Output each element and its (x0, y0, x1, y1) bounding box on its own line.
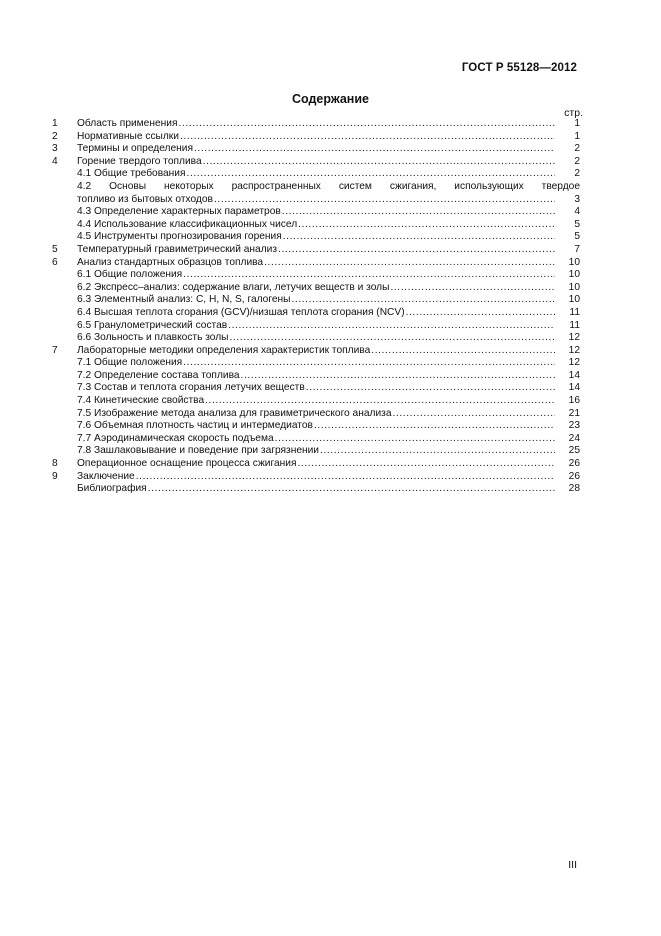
dot-leader (406, 307, 555, 320)
toc-entry-text: 4.2 Основы некоторых распространенных систем сжигания, использующих твердое (77, 180, 580, 192)
dot-leader (230, 332, 556, 345)
toc-entry-page: 7 (574, 243, 580, 255)
toc-entry-text: 7.4 Кинетические свойства (77, 395, 205, 407)
toc-entry-page: 26 (568, 470, 580, 482)
toc-entry-number: 7 (52, 344, 58, 356)
toc-entry-page: 28 (568, 483, 580, 495)
toc-entry-number: 8 (52, 458, 58, 470)
dot-leader (136, 471, 555, 484)
dot-leader (187, 168, 555, 181)
toc-entry-page: 5 (574, 231, 580, 243)
toc-entry-number: 6 (52, 256, 58, 268)
dot-leader (275, 433, 555, 446)
toc-entry[interactable] (52, 357, 580, 370)
dot-leader (320, 445, 555, 458)
dot-leader (148, 483, 555, 496)
toc-entry-number: 9 (52, 470, 58, 482)
toc-entry-text: Операционное оснащение процесса сжигания (77, 458, 297, 470)
toc-entry-text: Термины и определения (77, 143, 193, 155)
toc-entry[interactable] (52, 269, 580, 282)
toc-entry-page: 16 (568, 395, 580, 407)
toc-entry-text: 6.6 Зольность и плавкость золы (77, 332, 229, 344)
dot-leader (205, 395, 555, 408)
toc-entry-page: 11 (569, 306, 580, 318)
toc-entry-page: 10 (568, 281, 580, 293)
dot-leader (183, 357, 555, 370)
dot-leader (214, 194, 555, 207)
toc-entry-number: 1 (52, 118, 58, 129)
dot-leader (392, 408, 555, 421)
toc-entry[interactable] (52, 244, 580, 257)
toc-entry-page: 12 (568, 357, 580, 369)
page-number: III (568, 859, 577, 871)
toc-entry-page: 10 (568, 256, 580, 268)
toc-entry[interactable] (52, 433, 580, 446)
dot-leader (291, 294, 555, 307)
toc-entry-text: 4.3 Определение характерных параметров (77, 206, 281, 218)
toc-entry-text: Анализ стандартных образцов топлива (77, 256, 264, 268)
dot-leader (183, 269, 555, 282)
toc-entry[interactable] (52, 181, 580, 206)
toc-entry[interactable] (52, 131, 580, 144)
toc-entry[interactable] (52, 420, 580, 433)
toc-entry-text: 7.8 Зашлаковывание и поведение при загрязнении (77, 445, 320, 457)
toc-entry-page: 25 (568, 445, 580, 457)
toc-entry-page: 26 (568, 458, 580, 470)
toc-entry[interactable] (52, 471, 580, 484)
dot-leader (298, 219, 555, 232)
dot-leader (390, 282, 555, 295)
dot-leader (194, 143, 555, 156)
toc-entry-text: 7.7 Аэродинамическая скорость подъема (77, 432, 274, 444)
toc-entry-page: 21 (568, 407, 580, 419)
toc-entry-text: Горение твердого топлива (77, 155, 202, 167)
toc-entry-page: 4 (574, 206, 580, 218)
dot-leader (314, 420, 555, 433)
toc-entry[interactable] (52, 219, 580, 232)
dot-leader (282, 206, 555, 219)
page-column-label: стр. (564, 107, 583, 119)
toc-entry[interactable] (52, 445, 580, 458)
toc-entry-page: 5 (574, 218, 580, 230)
toc-entry-text: Температурный гравиметрический анализ (77, 243, 278, 255)
toc-entry-page: 2 (574, 168, 580, 180)
toc-entry[interactable] (52, 408, 580, 421)
toc-entry[interactable] (52, 320, 580, 333)
toc-entry-text: 6.4 Высшая теплота сгорания (GCV)/низшая теплота сгорания (NCV) (77, 306, 405, 318)
toc-entry-page: 24 (568, 432, 580, 444)
toc-entry-text: 4.5 Инструменты прогнозирования горения (77, 231, 282, 243)
toc-entry[interactable] (52, 206, 580, 219)
toc-entry-text: 4.1 Общие требования (77, 168, 186, 180)
toc-entry-text: Заключение (77, 470, 135, 482)
toc-entry[interactable] (52, 370, 580, 383)
toc-entry-number: 4 (52, 155, 58, 167)
toc-entry-text: 4.4 Использование классификационных чисел (77, 218, 298, 230)
toc-entry[interactable] (52, 257, 580, 270)
toc-entry-text: 6.5 Гранулометрический состав (77, 319, 228, 331)
toc-entry[interactable] (52, 231, 580, 244)
toc-entry-page: 14 (568, 382, 580, 394)
toc-entry-page: 2 (574, 143, 580, 155)
toc-entry[interactable] (52, 156, 580, 169)
toc-title: Содержание (291, 92, 369, 106)
toc-entry-text: 6.1 Общие положения (77, 269, 183, 281)
toc-entry-text: 7.6 Объемная плотность частиц и интермедиатов (77, 420, 313, 432)
toc-entry-page: 1 (574, 130, 580, 142)
toc-entry[interactable] (52, 382, 580, 395)
toc-entry[interactable] (52, 282, 580, 295)
toc-entry-number: 3 (52, 143, 58, 155)
table-of-contents (52, 118, 580, 496)
dot-leader (283, 231, 555, 244)
toc-entry[interactable] (52, 345, 580, 358)
toc-entry-page: 10 (568, 269, 580, 281)
toc-entry-text: 7.5 Изображение метода анализа для гравиметрического анализа (77, 407, 392, 419)
toc-entry-text: 7.1 Общие положения (77, 357, 183, 369)
toc-entry-number: 5 (52, 243, 58, 255)
toc-entry-page: 23 (568, 420, 580, 432)
toc-entry-text: 7.2 Определение состава топлива (77, 369, 240, 381)
toc-entry-text: 6.2 Экспресс–анализ: содержание влаги, летучих веществ и золы (77, 281, 390, 293)
toc-entry-page: 2 (574, 155, 580, 167)
toc-entry[interactable] (52, 395, 580, 408)
toc-entry[interactable] (52, 483, 580, 496)
toc-entry-text: 6.3 Элементный анализ: C, H, N, S, галогены (77, 294, 291, 306)
toc-entry[interactable] (52, 458, 580, 471)
dot-leader (178, 118, 555, 131)
dot-leader (203, 156, 555, 169)
toc-entry[interactable] (52, 307, 580, 320)
toc-entry[interactable] (52, 168, 580, 181)
dot-leader (241, 370, 555, 383)
dot-leader (371, 345, 555, 358)
toc-entry-page: 11 (569, 319, 580, 331)
dot-leader (297, 458, 555, 471)
toc-entry[interactable] (52, 294, 580, 307)
toc-entry[interactable] (52, 332, 580, 345)
toc-entry-page: 14 (568, 369, 580, 381)
toc-entry-text: Лабораторные методики определения характеристик топлива (77, 344, 371, 356)
toc-entry-text-continued: топливо из бытовых отходов (77, 193, 213, 205)
toc-entry-text: Библиография (77, 483, 147, 495)
toc-entry[interactable] (52, 118, 580, 131)
toc-entry-page: 12 (568, 344, 580, 356)
dot-leader (264, 257, 555, 270)
document-code: ГОСТ Р 55128—2012 (461, 62, 577, 74)
toc-entry-page: 1 (574, 118, 580, 129)
toc-entry[interactable] (52, 143, 580, 156)
toc-entry-page: 3 (574, 193, 580, 205)
toc-entry-text: Область применения (77, 118, 178, 129)
toc-entry-number: 2 (52, 130, 58, 142)
toc-entry-text: Нормативные ссылки (77, 130, 179, 142)
toc-entry-page: 12 (568, 332, 580, 344)
toc-entry-page: 10 (568, 294, 580, 306)
dot-leader (180, 131, 555, 144)
dot-leader (278, 244, 555, 257)
dot-leader (228, 320, 555, 333)
dot-leader (306, 382, 555, 395)
toc-entry-text: 7.3 Состав и теплота сгорания летучих веществ (77, 382, 305, 394)
